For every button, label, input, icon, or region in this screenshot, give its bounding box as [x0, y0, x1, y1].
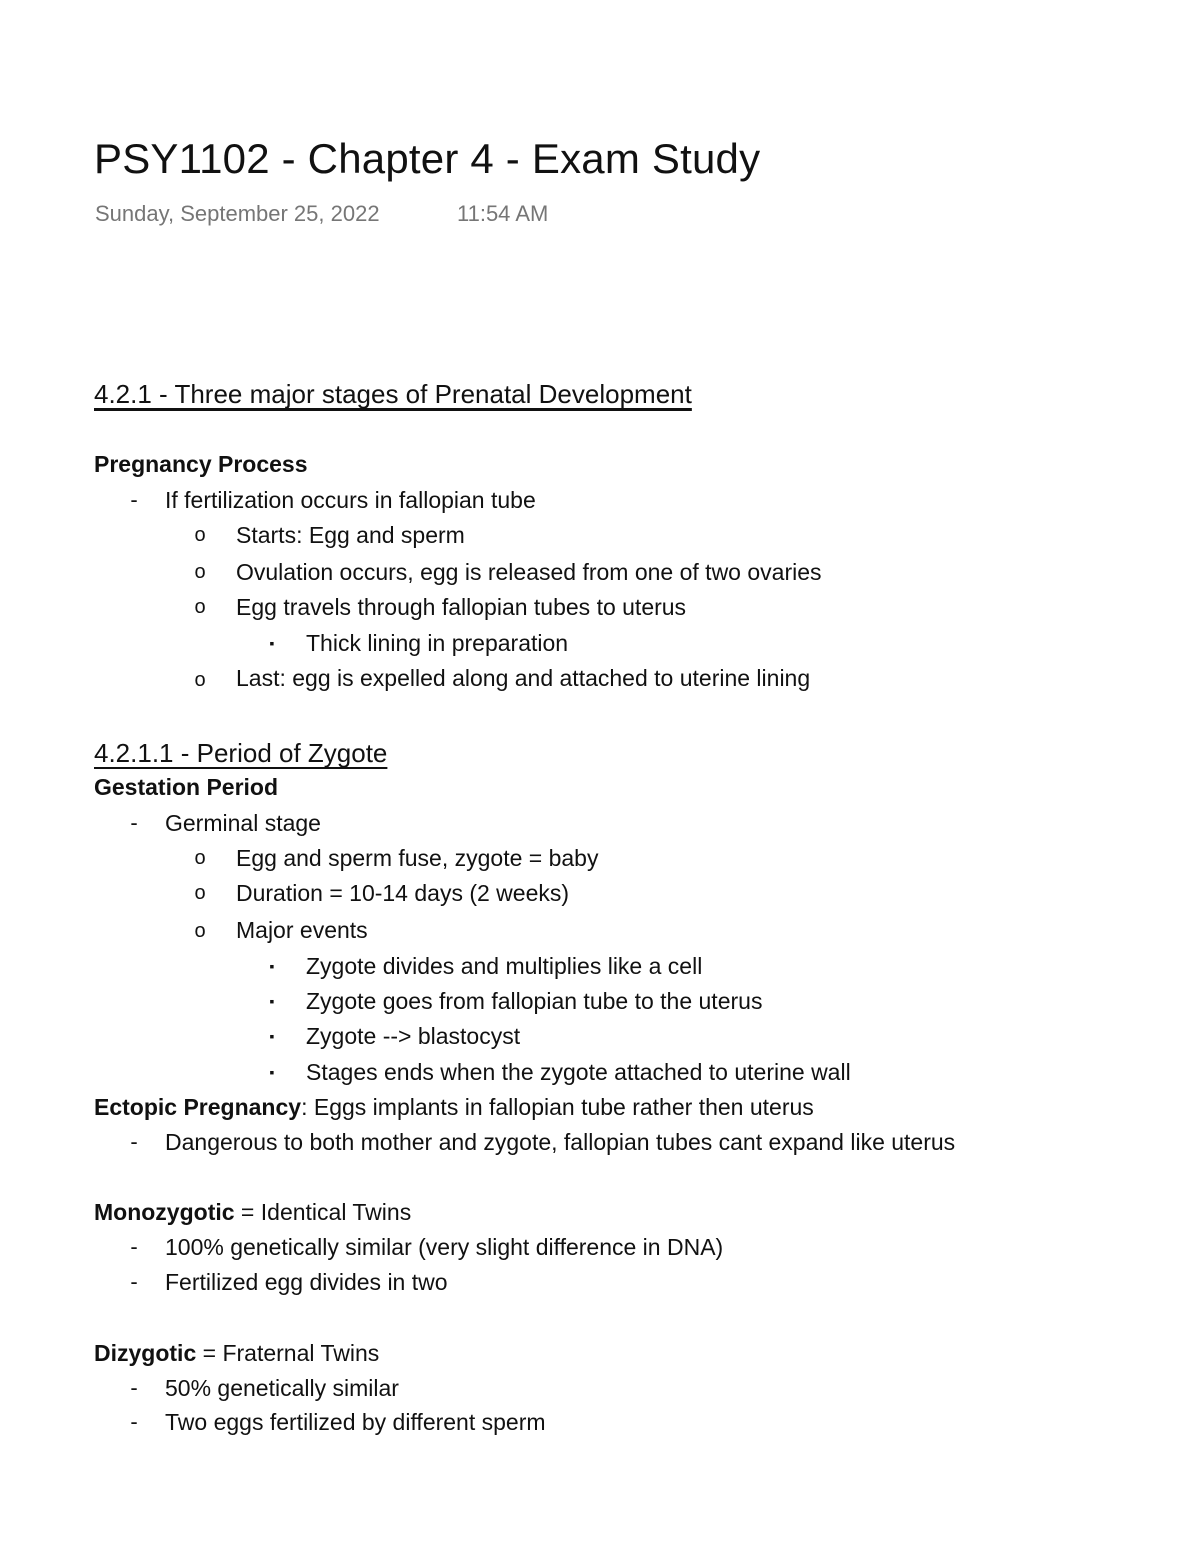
circle-bullet: o [194, 882, 206, 904]
square-bullet: ▪ [269, 1028, 275, 1044]
circle-bullet: o [194, 596, 206, 618]
list-item: Fertilized egg divides in two [165, 1269, 448, 1295]
list-item: Duration = 10-14 days (2 weeks) [236, 880, 570, 906]
note-date: Sunday, September 25, 2022 [95, 201, 380, 226]
square-bullet: ▪ [269, 958, 275, 974]
list-item: Last: egg is expelled along and attached to uterine lining [236, 665, 811, 691]
definition-monozygotic: = Identical Twins [234, 1199, 412, 1225]
monozygotic-line [94, 1197, 411, 1227]
list-item: Egg and sperm fuse, zygote = baby [236, 845, 599, 871]
list-item: If fertilization occurs in fallopian tube [165, 487, 536, 513]
square-bullet: ▪ [269, 993, 275, 1009]
list-item: 100% genetically similar (very slight difference in DNA) [165, 1234, 724, 1260]
dash-bullet: - [130, 1129, 138, 1154]
note-time: 11:54 AM [457, 201, 549, 226]
list-item: Zygote divides and multiplies like a cell [306, 953, 703, 979]
circle-bullet: o [194, 847, 206, 869]
subheading-gestation-period: Gestation Period [94, 774, 279, 800]
ectopic-pregnancy-line [94, 1092, 814, 1122]
dash-bullet: - [130, 487, 138, 512]
list-item: Ovulation occurs, egg is released from one of two ovaries [236, 559, 822, 585]
circle-bullet: o [194, 561, 206, 583]
list-item: Zygote --> blastocyst [306, 1023, 521, 1049]
list-item: Egg travels through fallopian tubes to uterus [236, 594, 687, 620]
square-bullet: ▪ [269, 635, 275, 651]
list-item: Major events [236, 917, 368, 943]
section-heading-period-of-zygote: 4.2.1.1 - Period of Zygote [94, 738, 388, 768]
term-ectopic-pregnancy: Ectopic Pregnancy [94, 1094, 302, 1120]
list-item: Germinal stage [165, 810, 321, 836]
dash-bullet: - [130, 1409, 138, 1434]
definition-dizygotic: = Fraternal Twins [196, 1340, 380, 1366]
dizygotic-line [94, 1338, 379, 1368]
list-item: Thick lining in preparation [306, 630, 569, 656]
list-item: Starts: Egg and sperm [236, 522, 465, 548]
list-item: 50% genetically similar [165, 1375, 399, 1401]
circle-bullet: o [194, 920, 206, 942]
page-title: PSY1102 - Chapter 4 - Exam Study [94, 135, 761, 182]
list-item: Two eggs fertilized by different sperm [165, 1409, 546, 1435]
square-bullet: ▪ [269, 1064, 275, 1080]
circle-bullet: o [194, 669, 206, 691]
list-item: Zygote goes from fallopian tube to the uterus [306, 988, 763, 1014]
dash-bullet: - [130, 1234, 138, 1259]
subheading-pregnancy-process: Pregnancy Process [94, 451, 308, 477]
dash-bullet: - [130, 1375, 138, 1400]
definition-ectopic-pregnancy: : Eggs implants in fallopian tube rather then uterus [301, 1094, 814, 1120]
dash-bullet: - [130, 1269, 138, 1294]
term-monozygotic: Monozygotic [94, 1199, 235, 1225]
circle-bullet: o [194, 524, 206, 546]
section-heading-prenatal-stages: 4.2.1 - Three major stages of Prenatal Development [94, 379, 692, 409]
list-item: Stages ends when the zygote attached to uterine wall [306, 1059, 851, 1085]
note-metadata [95, 200, 549, 228]
term-dizygotic: Dizygotic [94, 1340, 197, 1366]
list-item: Dangerous to both mother and zygote, fallopian tubes cant expand like uterus [165, 1129, 956, 1155]
dash-bullet: - [130, 810, 138, 835]
